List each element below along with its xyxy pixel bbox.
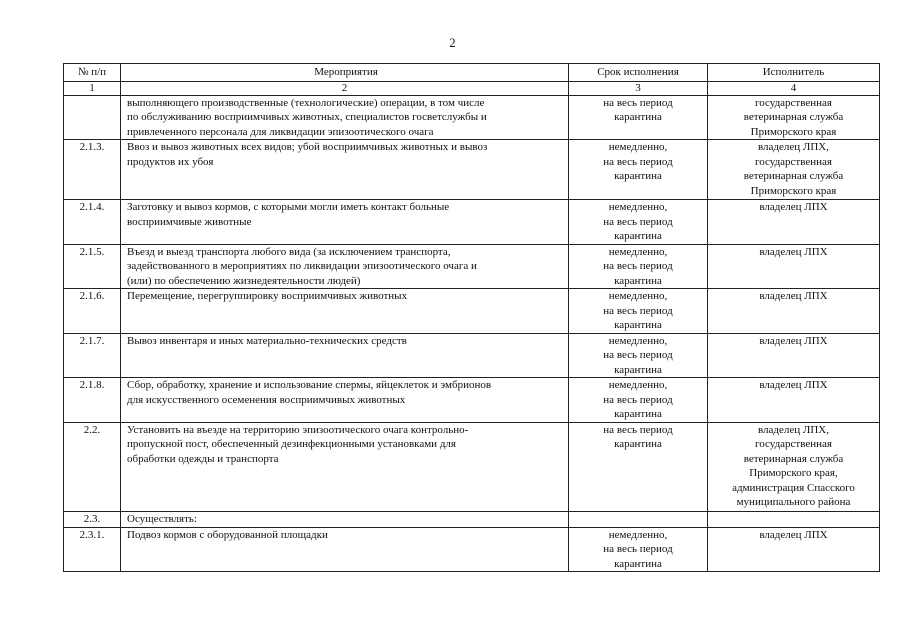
row-deadline: на весь период карантина — [569, 95, 708, 140]
column-index-3: 3 — [569, 81, 708, 95]
row-description: Подвоз кормов с оборудованной площадки — [121, 527, 569, 572]
row-number: 2.1.3. — [64, 140, 121, 200]
row-number — [64, 95, 121, 140]
row-executor: государственная ветеринарная служба Приморского края — [708, 95, 880, 140]
row-deadline: немедленно, на весь период карантина — [569, 378, 708, 423]
row-description: Осуществлять: — [121, 511, 569, 527]
header-number: № п/п — [64, 64, 121, 82]
table-row — [64, 527, 880, 572]
row-description: Перемещение, перегруппировку восприимчивых животных — [121, 289, 569, 334]
column-index-1: 1 — [64, 81, 121, 95]
row-executor: владелец ЛПХ, государственная ветеринарная служба Приморского края, администрация Спасского муниципального района — [708, 422, 880, 511]
header-measures: Мероприятия — [121, 64, 569, 82]
row-number: 2.3. — [64, 511, 121, 527]
row-number: 2.1.7. — [64, 333, 121, 378]
table-row — [64, 244, 880, 289]
row-executor: владелец ЛПХ, государственная ветеринарная служба Приморского края — [708, 140, 880, 200]
row-executor: владелец ЛПХ — [708, 289, 880, 334]
row-executor: владелец ЛПХ — [708, 333, 880, 378]
row-deadline: немедленно, на весь период карантина — [569, 289, 708, 334]
table-row — [64, 289, 880, 334]
page-number: 2 — [449, 36, 456, 50]
row-description: Ввоз и вывоз животных всех видов; убой восприимчивых животных и вывоз продуктов их убоя — [121, 140, 569, 200]
header-deadline: Срок исполнения — [569, 64, 708, 82]
row-description: выполняющего производственные (технологические) операции, в том числе по обслуживанию восприимчивых животных, специалистов госветслужбы и привлеченного персонала для ликвидации эпизоотического очага — [121, 95, 569, 140]
row-number: 2.1.5. — [64, 244, 121, 289]
row-executor: владелец ЛПХ — [708, 527, 880, 572]
row-number: 2.1.6. — [64, 289, 121, 334]
row-description: Установить на въезде на территорию эпизоотического очага контрольно- пропускной пост, обеспеченный дезинфекционными установками для обработки одежды и транспорта — [121, 422, 569, 511]
column-index-4: 4 — [708, 81, 880, 95]
row-deadline: немедленно, на весь период карантина — [569, 333, 708, 378]
row-deadline: немедленно, на весь период карантина — [569, 140, 708, 200]
row-deadline: немедленно, на весь период карантина — [569, 527, 708, 572]
row-number: 2.1.4. — [64, 200, 121, 245]
measures-table — [63, 63, 880, 572]
row-description: Вывоз инвентаря и иных материально-технических средств — [121, 333, 569, 378]
row-number: 2.1.8. — [64, 378, 121, 423]
row-description: Сбор, обработку, хранение и использование спермы, яйцеклеток и эмбрионов для искусственного осеменения восприимчивых животных — [121, 378, 569, 423]
row-executor — [708, 511, 880, 527]
row-deadline — [569, 511, 708, 527]
row-executor: владелец ЛПХ — [708, 200, 880, 245]
row-description: Въезд и выезд транспорта любого вида (за исключением транспорта, задействованного в мероприятиях по ликвидации эпизоотического очага и (или) по обеспечению жизнедеятельности людей) — [121, 244, 569, 289]
row-description: Заготовку и вывоз кормов, с которыми могли иметь контакт больные восприимчивые животные — [121, 200, 569, 245]
table-row — [64, 422, 880, 511]
row-executor: владелец ЛПХ — [708, 378, 880, 423]
row-deadline: на весь период карантина — [569, 422, 708, 511]
row-number: 2.3.1. — [64, 527, 121, 572]
table-row — [64, 200, 880, 245]
row-deadline: немедленно, на весь период карантина — [569, 200, 708, 245]
table-row — [64, 95, 880, 140]
column-index-row — [64, 81, 880, 95]
table-row — [64, 333, 880, 378]
header-executor: Исполнитель — [708, 64, 880, 82]
table-header-row — [64, 64, 880, 82]
column-index-2: 2 — [121, 81, 569, 95]
table-row — [64, 511, 880, 527]
row-deadline: немедленно, на весь период карантина — [569, 244, 708, 289]
row-executor: владелец ЛПХ — [708, 244, 880, 289]
table-row — [64, 140, 880, 200]
table-row — [64, 378, 880, 423]
row-number: 2.2. — [64, 422, 121, 511]
